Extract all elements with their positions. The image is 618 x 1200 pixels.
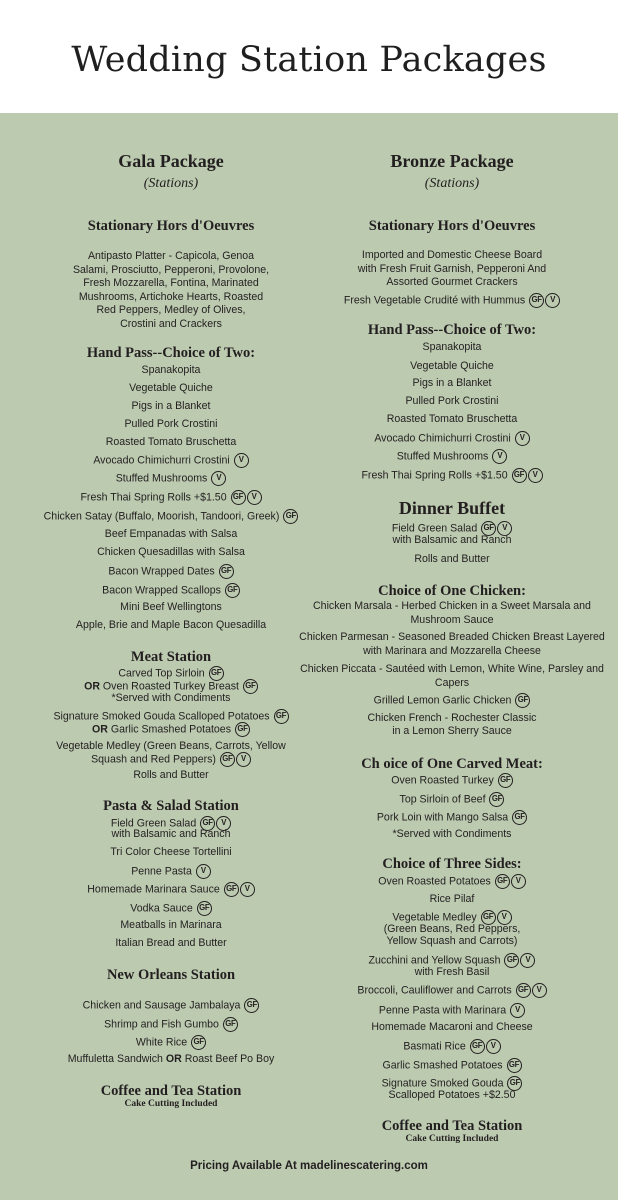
bronze-carved-title: Ch oice of One Carved Meat: [361,756,543,772]
bronze-buffet-item: Field Green Salad GF V [286,521,618,536]
gluten-free-badge-icon: GF [498,773,513,788]
gala-hand-pass-item: Fresh Thai Spring Rolls +$1.50 GF V [14,490,328,505]
bronze-side-item: Homemade Macaroni and Cheese [371,1021,533,1033]
gala-hors-line: Mushrooms, Artichoke Hearts, Roasted [78,291,264,303]
bronze-chicken-item: Chicken Piccata - Sautéed with Lemon, White Wine, Parsley and Capers [300,663,604,689]
bronze-hors-line: with Fresh Fruit Garnish, Pepperoni And [357,263,547,275]
bronze-buffet-item: with Balsamic and Ranch [392,534,512,546]
gala-hand-pass-item: Pulled Pork Crostini [124,418,218,430]
bronze-carved-item: *Served with Condiments [392,828,512,840]
gala-hand-pass-item: Mini Beef Wellingtons [120,601,222,613]
bronze-side-item: Basmati Rice GF V [286,1039,618,1054]
bronze-hand-pass-item: Pigs in a Blanket [412,377,492,389]
bronze-hors-line: Assorted Gourmet Crackers [386,276,518,288]
vegetarian-badge-icon: V [234,453,249,468]
gala-pasta-item: Vodka Sauce GF [14,901,328,916]
gala-meat-item: OR Garlic Smashed Potatoes GF [14,722,328,737]
gala-meat-item: Signature Smoked Gouda Scalloped Potatoes GF [14,709,328,724]
gala-nola-item: Shrimp and Fish Gumbo GF [14,1017,328,1032]
gluten-free-badge-icon: GF [224,882,239,897]
gala-pasta-item: Italian Bread and Butter [115,937,227,949]
gluten-free-badge-icon: GF [209,666,224,681]
bronze-side-item: Broccoli, Cauliflower and Carrots GF V [286,983,618,998]
bronze-chicken-item: Chicken French - Rochester Classic [367,712,537,724]
gala-hors-title: Stationary Hors d'Oeuvres [87,218,255,234]
gluten-free-badge-icon: GF [507,1058,522,1073]
gala-hand-pass-item: Spanakopita [141,364,201,376]
bronze-package-title: Bronze Package [390,151,514,171]
vegetarian-badge-icon: V [520,953,535,968]
bronze-side-item: (Green Beans, Red Peppers, [383,923,521,935]
gluten-free-badge-icon: GF [504,953,519,968]
vegetarian-badge-icon: V [515,431,530,446]
vegetarian-badge-icon: V [236,752,251,767]
gluten-free-badge-icon: GF [219,564,234,579]
vegetarian-badge-icon: V [196,864,211,879]
bronze-carved-item: Top Sirloin of Beef GF [286,792,618,807]
gluten-free-badge-icon: GF [200,816,215,831]
vegetarian-badge-icon: V [486,1039,501,1054]
vegetarian-badge-icon: V [510,1003,525,1018]
vegetarian-badge-icon: V [492,449,507,464]
gala-pasta-title: Pasta & Salad Station [103,798,239,814]
vegetarian-badge-icon: V [240,882,255,897]
vegetarian-badge-icon: V [497,521,512,536]
bronze-chicken-item: Chicken Parmesan - Seasoned Breaded Chicken Breast Layered with Marinara and Mozzarella Cheese [299,631,605,657]
gluten-free-badge-icon: GF [235,722,250,737]
gluten-free-badge-icon: GF [274,709,289,724]
gluten-free-badge-icon: GF [512,810,527,825]
bronze-hand-pass-item: Pulled Pork Crostini [405,395,499,407]
bronze-hand-pass-item: Spanakopita [422,341,482,353]
gala-meat-item: OR Oven Roasted Turkey Breast GF [14,679,328,694]
vegetarian-badge-icon: V [497,910,512,925]
gala-meat-item: Vegetable Medley (Green Beans, Carrots, Yellow [56,740,286,752]
gala-hors-line: Fresh Mozzarella, Fontina, Marinated [83,277,259,289]
gluten-free-badge-icon: GF [507,1076,522,1091]
page-title: Wedding Station Packages [71,40,547,80]
gala-hand-pass-item: Stuffed Mushrooms V [14,471,328,486]
gala-hand-pass-item: Chicken Satay (Buffalo, Moorish, Tandoori, Greek) GF [14,509,328,524]
gala-nola-item: White Rice GF [14,1035,328,1050]
bronze-package-subtitle: (Stations) [424,176,480,191]
bronze-hors-line: Fresh Vegetable Crudité with Hummus GF V [286,293,618,308]
vegetarian-badge-icon: V [545,293,560,308]
gala-hors-line: Crostini and Crackers [120,318,222,330]
bronze-chicken-item: Grilled Lemon Garlic Chicken GF [286,693,618,708]
gluten-free-badge-icon: GF [516,983,531,998]
bronze-hors-line: Imported and Domestic Cheese Board [361,249,543,261]
gala-meat-item: Carved Top Sirloin GF [14,666,328,681]
gluten-free-badge-icon: GF [243,679,258,694]
gala-nola-item: Chicken and Sausage Jambalaya GF [14,998,328,1013]
gala-hand-pass-item: Vegetable Quiche [129,382,213,394]
gluten-free-badge-icon: GF [515,693,530,708]
gluten-free-badge-icon: GF [225,583,240,598]
bronze-carved-item: Pork Loin with Mango Salsa GF [286,810,618,825]
bronze-buffet-item: Rolls and Butter [414,553,490,565]
vegetarian-badge-icon: V [528,468,543,483]
gluten-free-badge-icon: GF [283,509,298,524]
gala-nola-item: Muffuletta Sandwich OR Roast Beef Po Boy [67,1053,275,1065]
gala-hand-pass-title: Hand Pass--Choice of Two: [86,345,256,361]
gluten-free-badge-icon: GF [512,468,527,483]
gluten-free-badge-icon: GF [489,792,504,807]
bronze-side-item: Penne Pasta with Marinara V [286,1003,618,1018]
gala-meat-item: Rolls and Butter [133,769,209,781]
gala-hand-pass-item: Chicken Quesadillas with Salsa [97,546,245,558]
bronze-hand-pass-item: Fresh Thai Spring Rolls +$1.50 GF V [286,468,618,483]
vegetarian-badge-icon: V [532,983,547,998]
gala-hand-pass-item: Apple, Brie and Maple Bacon Quesadilla [75,619,267,631]
bronze-hand-pass-title: Hand Pass--Choice of Two: [367,322,537,338]
gala-meat-item: Squash and Red Peppers) GF V [14,752,328,767]
gala-package-title: Gala Package [118,151,224,171]
bronze-carved-item: Oven Roasted Turkey GF [286,773,618,788]
gala-nola-title: New Orleans Station [106,967,236,983]
gluten-free-badge-icon: GF [481,521,496,536]
vegetarian-badge-icon: V [247,490,262,505]
bronze-chicken-item: Chicken Marsala - Herbed Chicken in a Sweet Marsala and Mushroom Sauce [313,600,591,626]
bronze-sides-title: Choice of Three Sides: [382,856,522,872]
gala-coffee-note: Cake Cutting Included [124,1099,218,1109]
gluten-free-badge-icon: GF [220,752,235,767]
gala-meat-title: Meat Station [130,649,212,665]
vegetarian-badge-icon: V [211,471,226,486]
gluten-free-badge-icon: GF [470,1039,485,1054]
gala-coffee-title: Coffee and Tea Station [100,1083,242,1099]
header [0,0,618,113]
gala-hand-pass-item: Avocado Chimichurri Crostini V [14,453,328,468]
bronze-side-item: Yellow Squash and Carrots) [386,935,518,947]
gluten-free-badge-icon: GF [191,1035,206,1050]
gala-hand-pass-item: Pigs in a Blanket [131,400,211,412]
bronze-side-item: Vegetable Medley GF V [286,910,618,925]
gala-pasta-item: Tri Color Cheese Tortellini [110,846,232,858]
bronze-coffee-note: Cake Cutting Included [405,1134,499,1144]
bronze-hors-title: Stationary Hors d'Oeuvres [368,218,536,234]
bronze-side-item: Rice Pilaf [429,893,475,905]
gala-hand-pass-item: Bacon Wrapped Dates GF [14,564,328,579]
gala-hand-pass-item: Roasted Tomato Bruschetta [105,436,237,448]
gluten-free-badge-icon: GF [231,490,246,505]
gluten-free-badge-icon: GF [529,293,544,308]
gala-pasta-item: Meatballs in Marinara [120,919,222,931]
bronze-side-item: Signature Smoked Gouda GF [286,1076,618,1091]
bronze-side-item: Zucchini and Yellow Squash GF V [286,953,618,968]
gala-hors-line: Red Peppers, Medley of Olives, [96,304,246,316]
vegetarian-badge-icon: V [511,874,526,889]
gala-pasta-item: Homemade Marinara Sauce GF V [14,882,328,897]
gala-hors-line: Antipasto Platter - Capicola, Genoa [87,250,255,262]
gala-package-subtitle: (Stations) [143,176,199,191]
gluten-free-badge-icon: GF [197,901,212,916]
bronze-buffet-title: Dinner Buffet [398,498,506,518]
bronze-chicken-title: Choice of One Chicken: [378,583,526,599]
bronze-chicken-item: in a Lemon Sherry Sauce [392,725,512,737]
pricing-footer: Pricing Available At madelinescatering.com [190,1160,428,1172]
vegetarian-badge-icon: V [216,816,231,831]
gala-pasta-item: with Balsamic and Ranch [111,828,231,840]
bronze-hand-pass-item: Vegetable Quiche [410,360,494,372]
gala-pasta-item: Penne Pasta V [14,864,328,879]
gala-hors-line: Salami, Prosciutto, Pepperoni, Provolone, [72,264,270,276]
gala-pasta-item: Field Green Salad GF V [14,816,328,831]
bronze-hand-pass-item: Stuffed Mushrooms V [286,449,618,464]
gala-meat-item: *Served with Condiments [111,692,231,704]
bronze-coffee-title: Coffee and Tea Station [381,1118,523,1134]
gala-hand-pass-item: Beef Empanadas with Salsa [104,528,238,540]
bronze-side-item: Garlic Smashed Potatoes GF [286,1058,618,1073]
gala-hand-pass-item: Bacon Wrapped Scallops GF [14,583,328,598]
bronze-side-item: Oven Roasted Potatoes GF V [286,874,618,889]
gluten-free-badge-icon: GF [223,1017,238,1032]
bronze-hand-pass-item: Avocado Chimichurri Crostini V [286,431,618,446]
bronze-hand-pass-item: Roasted Tomato Bruschetta [386,413,518,425]
gluten-free-badge-icon: GF [244,998,259,1013]
gluten-free-badge-icon: GF [495,874,510,889]
bronze-side-item: with Fresh Basil [414,966,490,978]
bronze-side-item: Scalloped Potatoes +$2.50 [388,1089,516,1101]
gluten-free-badge-icon: GF [481,910,496,925]
